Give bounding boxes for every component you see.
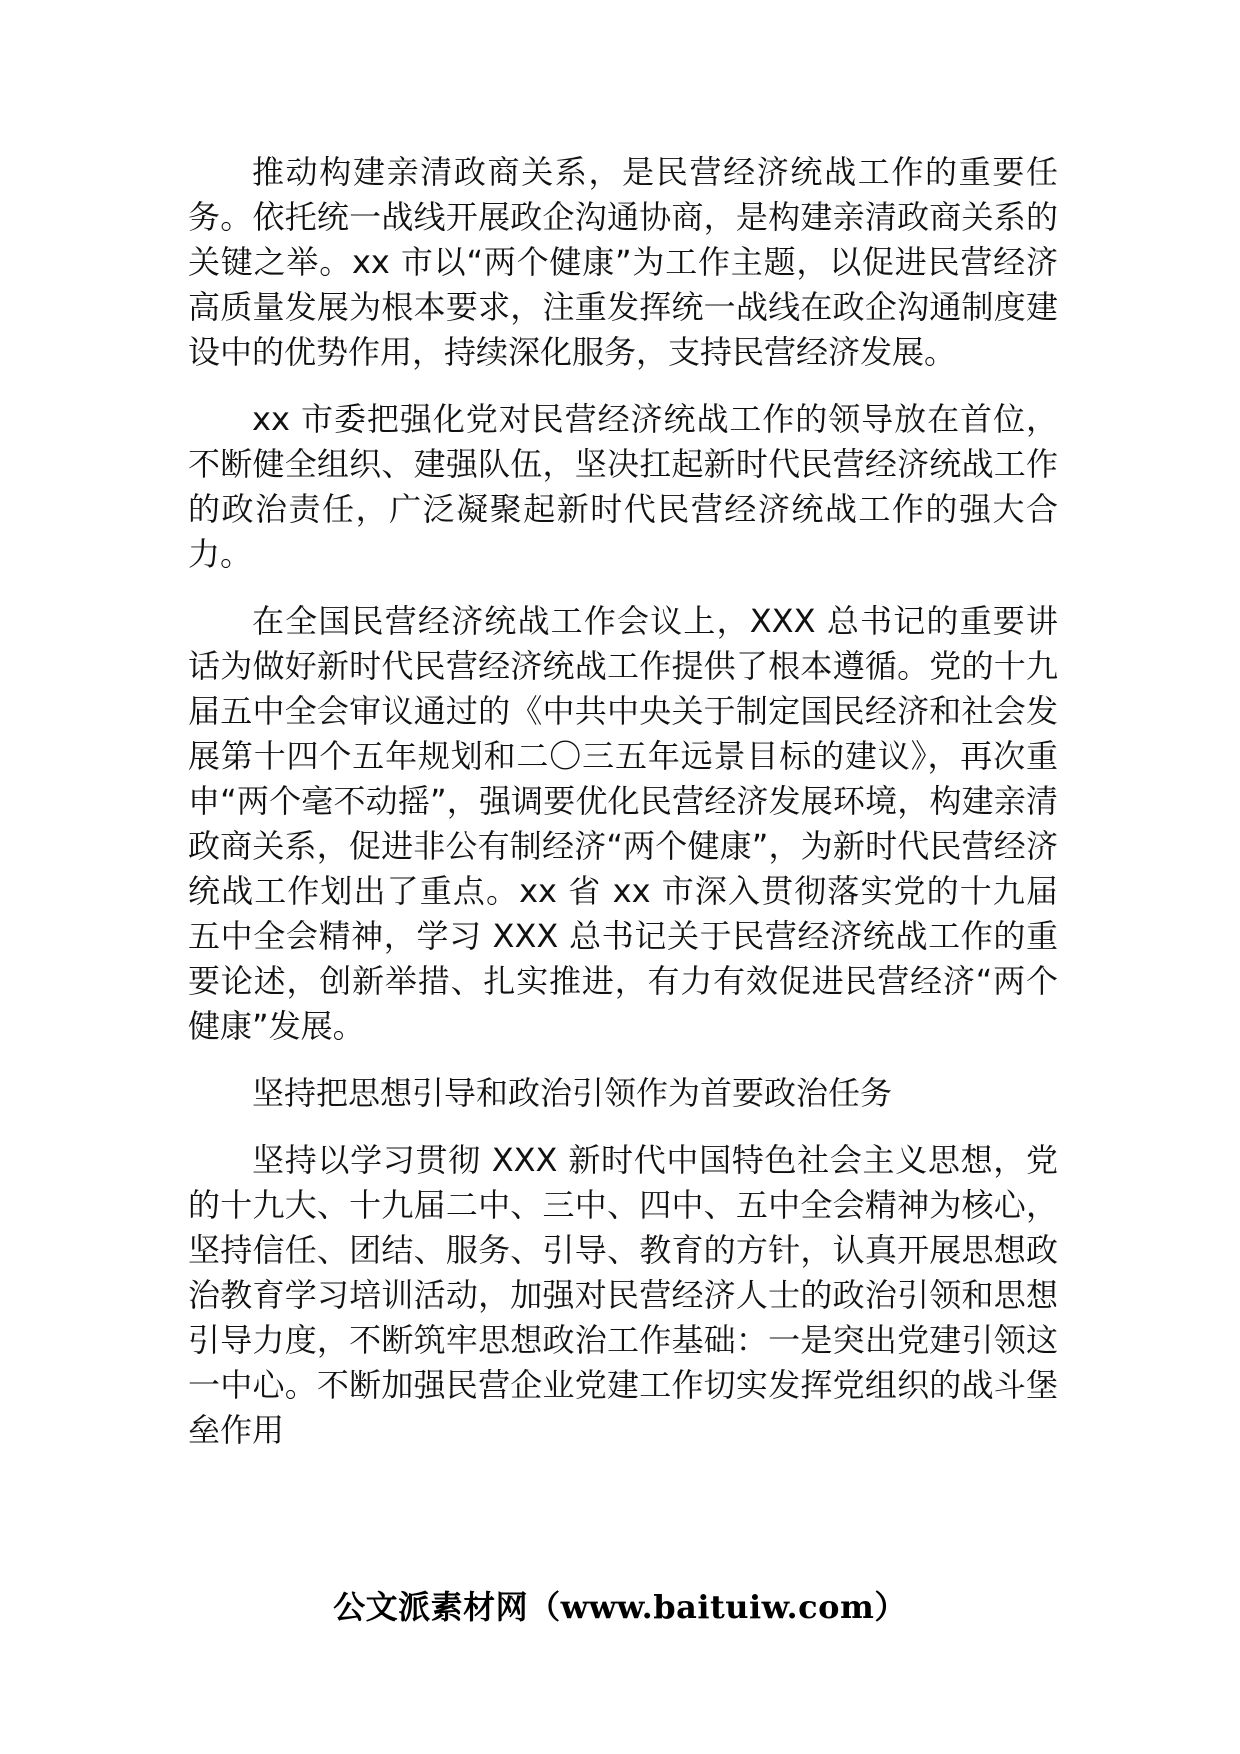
paragraph-3: 在全国民营经济统战工作会议上，XXX 总书记的重要讲话为做好新时代民营经济统战工作提供了根本遵循。党的十九届五中全会审议通过的《中共中央关于制定国民经济和社会发展第十四个五年规划和二〇三五年远景目标的建议》，再次重申“两个毫不动摇”，强调要优化民营经济发展环境，构建亲清政商关系，促进非公有制经济“两个健康”，为新时代民营经济统战工作划出了重点。xx 省 xx 市深入贯彻落实党的十九届五中全会精神，学习 XXX 总书记关于民营经济统战工作的重要论述，创新举措、扎实推进，有力有效促进民营经济“两个健康”发展。: [188, 602, 1058, 1045]
document-body: [188, 150, 1058, 1475]
footer-watermark-text: 公文派素材网（www.baituiw.com）: [333, 1588, 907, 1626]
paragraph-4: 坚持以学习贯彻 XXX 新时代中国特色社会主义思想，党的十九大、十九届二中、三中、四中、五中全会精神为核心，坚持信任、团结、服务、引导、教育的方针，认真开展思想政治教育学习培训活动，加强对民营经济人士的政治引领和思想引导力度，不断筑牢思想政治工作基础：一是突出党建引领这一中心。不断加强民营企业党建工作切实发挥党组织的战斗堡垒作用: [188, 1141, 1058, 1449]
paragraph-2: xx 市委把强化党对民营经济统战工作的领导放在首位，不断健全组织、建强队伍，坚决扛起新时代民营经济统战工作的政治责任，广泛凝聚起新时代民营经济统战工作的强大合力。: [188, 400, 1058, 573]
section-heading: 坚持把思想引导和政治引领作为首要政治任务: [252, 1074, 893, 1112]
paragraph-1: 推动构建亲清政商关系，是民营经济统战工作的重要任务。依托统一战线开展政企沟通协商，是构建亲清政商关系的关键之举。xx 市以“两个健康”为工作主题，以促进民营经济高质量发展为根本要求，注重发挥统一战线在政企沟通制度建设中的优势作用，持续深化服务，支持民营经济发展。: [188, 153, 1058, 371]
